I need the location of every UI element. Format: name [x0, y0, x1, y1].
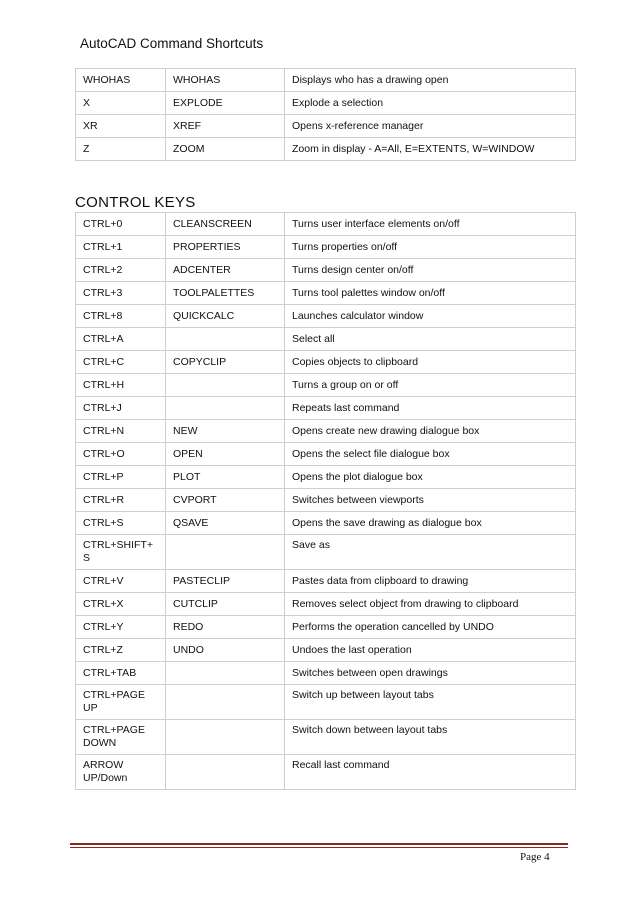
command-cell: XREF: [166, 115, 285, 138]
description-cell: Switches between viewports: [285, 489, 576, 512]
command-table-body: [76, 69, 576, 161]
command-cell: [166, 535, 285, 570]
shortcut-cell: CTRL+TAB: [76, 662, 166, 685]
command-cell: PASTECLIP: [166, 570, 285, 593]
table-row: [76, 443, 576, 466]
description-cell: Turns design center on/off: [285, 259, 576, 282]
control-keys-table-body: [76, 213, 576, 790]
table-row: [76, 570, 576, 593]
shortcut-cell: XR: [76, 115, 166, 138]
table-row: [76, 593, 576, 616]
table-row: [76, 236, 576, 259]
description-cell: Switches between open drawings: [285, 662, 576, 685]
description-cell: Select all: [285, 328, 576, 351]
footer-rule-thin: [70, 847, 568, 848]
description-cell: Opens x-reference manager: [285, 115, 576, 138]
description-cell: Switch up between layout tabs: [285, 685, 576, 720]
description-cell: Explode a selection: [285, 92, 576, 115]
description-cell: Zoom in display - A=All, E=EXTENTS, W=WINDOW: [285, 138, 576, 161]
shortcut-cell: CTRL+PAGE DOWN: [76, 720, 166, 755]
footer-rule: [70, 843, 568, 845]
table-row: [76, 489, 576, 512]
shortcut-cell: CTRL+1: [76, 236, 166, 259]
command-cell: TOOLPALETTES: [166, 282, 285, 305]
shortcut-cell: X: [76, 92, 166, 115]
table-row: [76, 420, 576, 443]
command-cell: [166, 374, 285, 397]
shortcut-cell: CTRL+X: [76, 593, 166, 616]
command-cell: UNDO: [166, 639, 285, 662]
control-keys-table: [75, 212, 576, 790]
description-cell: Opens the plot dialogue box: [285, 466, 576, 489]
command-cell: [166, 397, 285, 420]
shortcut-cell: CTRL+2: [76, 259, 166, 282]
shortcut-cell: ARROW UP/Down: [76, 755, 166, 790]
table-row: [76, 213, 576, 236]
description-cell: Displays who has a drawing open: [285, 69, 576, 92]
description-cell: Undoes the last operation: [285, 639, 576, 662]
table-row: [76, 685, 576, 720]
description-cell: Recall last command: [285, 755, 576, 790]
table-row: [76, 616, 576, 639]
description-cell: Launches calculator window: [285, 305, 576, 328]
table-row: [76, 466, 576, 489]
table-row: [76, 535, 576, 570]
description-cell: Opens the save drawing as dialogue box: [285, 512, 576, 535]
description-cell: Turns tool palettes window on/off: [285, 282, 576, 305]
command-cell: QSAVE: [166, 512, 285, 535]
page-number: Page 4: [520, 851, 550, 863]
command-cell: QUICKCALC: [166, 305, 285, 328]
description-cell: Opens the select file dialogue box: [285, 443, 576, 466]
description-cell: Removes select object from drawing to clipboard: [285, 593, 576, 616]
command-cell: REDO: [166, 616, 285, 639]
table-row: [76, 662, 576, 685]
section-heading-control-keys: CONTROL KEYS: [75, 194, 196, 211]
command-cell: CLEANSCREEN: [166, 213, 285, 236]
description-cell: Pastes data from clipboard to drawing: [285, 570, 576, 593]
description-cell: Copies objects to clipboard: [285, 351, 576, 374]
shortcut-cell: CTRL+P: [76, 466, 166, 489]
table-row: [76, 374, 576, 397]
command-cell: [166, 662, 285, 685]
table-row: [76, 397, 576, 420]
shortcut-cell: CTRL+V: [76, 570, 166, 593]
shortcut-cell: CTRL+PAGE UP: [76, 685, 166, 720]
page-header-title: AutoCAD Command Shortcuts: [80, 36, 264, 51]
table-row: [76, 305, 576, 328]
command-cell: [166, 328, 285, 351]
table-row: [76, 639, 576, 662]
table-row: [76, 115, 576, 138]
shortcut-cell: CTRL+H: [76, 374, 166, 397]
shortcut-cell: CTRL+Y: [76, 616, 166, 639]
shortcut-cell: Z: [76, 138, 166, 161]
description-cell: Save as: [285, 535, 576, 570]
shortcut-cell: CTRL+O: [76, 443, 166, 466]
command-cell: CUTCLIP: [166, 593, 285, 616]
command-cell: CVPORT: [166, 489, 285, 512]
description-cell: Repeats last command: [285, 397, 576, 420]
command-table: [75, 68, 576, 161]
command-cell: COPYCLIP: [166, 351, 285, 374]
shortcut-cell: WHOHAS: [76, 69, 166, 92]
description-cell: Turns a group on or off: [285, 374, 576, 397]
shortcut-cell: CTRL+0: [76, 213, 166, 236]
table-row: [76, 282, 576, 305]
command-cell: NEW: [166, 420, 285, 443]
table-row: [76, 259, 576, 282]
command-cell: OPEN: [166, 443, 285, 466]
command-cell: [166, 755, 285, 790]
shortcut-cell: CTRL+R: [76, 489, 166, 512]
command-cell: [166, 720, 285, 755]
shortcut-cell: CTRL+J: [76, 397, 166, 420]
table-row: [76, 755, 576, 790]
table-row: [76, 512, 576, 535]
shortcut-cell: CTRL+A: [76, 328, 166, 351]
table-row: [76, 92, 576, 115]
shortcut-cell: CTRL+Z: [76, 639, 166, 662]
description-cell: Turns properties on/off: [285, 236, 576, 259]
table-row: [76, 69, 576, 92]
command-cell: [166, 685, 285, 720]
description-cell: Switch down between layout tabs: [285, 720, 576, 755]
shortcut-cell: CTRL+SHIFT+ S: [76, 535, 166, 570]
command-cell: PROPERTIES: [166, 236, 285, 259]
command-cell: WHOHAS: [166, 69, 285, 92]
shortcut-cell: CTRL+N: [76, 420, 166, 443]
table-row: [76, 351, 576, 374]
shortcut-cell: CTRL+C: [76, 351, 166, 374]
table-row: [76, 720, 576, 755]
command-cell: ZOOM: [166, 138, 285, 161]
description-cell: Performs the operation cancelled by UNDO: [285, 616, 576, 639]
table-row: [76, 138, 576, 161]
table-row: [76, 328, 576, 351]
command-cell: ADCENTER: [166, 259, 285, 282]
shortcut-cell: CTRL+S: [76, 512, 166, 535]
command-cell: EXPLODE: [166, 92, 285, 115]
command-cell: PLOT: [166, 466, 285, 489]
shortcut-cell: CTRL+3: [76, 282, 166, 305]
description-cell: Turns user interface elements on/off: [285, 213, 576, 236]
shortcut-cell: CTRL+8: [76, 305, 166, 328]
description-cell: Opens create new drawing dialogue box: [285, 420, 576, 443]
